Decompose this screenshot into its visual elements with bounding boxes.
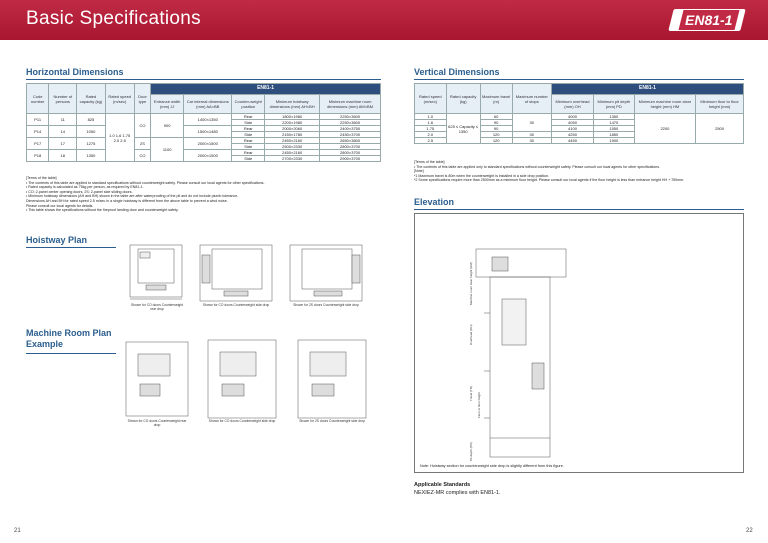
table-row: P11 11 825 1.0 1.6 1.75 2.0 2.5 CO 900 1400×1350 Rear 1800×1980 2250×3600 [27,114,381,120]
vertical-dimensions-table: Rated speed (m/sec) Rated capacity (kg) Maximum travel (m) Maximum number of stops EN81-1 Minimum overhead (mm) OH Minimum pit depth (mm) PD Minimum machine room clear height (mm) HM Minimum floor to floor height (mm) 1.0 625 ≤ Capacity ≤ 1350 60 30 4000 1350 2200 2500 1.6 90 4050 1470 1.75 90 4100 1550 2.0 120 30 4250 1850 2.5 120 30 4450 1900 [414,83,744,144]
horizontal-dimensions-table [26,83,381,162]
hoistway-caption-1: Shown for CO doors Counterweight rear drop [130,303,184,311]
machine-room-caption-3: Shown for 2S doors Counterweight side drop [299,419,365,423]
elevation-note: Note: Hoistway section for counterweight side drop is slightly different from this figure. [420,464,564,468]
col-entrance: Entrance width (mm) JJ [151,94,184,113]
table-row: 1.75 90 4100 1550 [415,126,744,132]
machine-room-caption-1: Shown for CO doors Counterweight rear drop [127,419,187,427]
table-row: P14 14 1050 1500×1480 Rear 2000×2060 2400×3750 [27,126,381,132]
table-row: P17 17 1275 2S 1100 2000×1500 Rear 2450×2160 2650×3800 [27,138,381,144]
col-persons: Number of persons [49,84,77,114]
section-divider [414,209,744,210]
machine-room-drawings [116,330,386,430]
label-floor: Floor to floor height [477,392,481,418]
label-tr: Travel (TR) [469,385,473,401]
col-cw: Counter-weight position [232,94,265,113]
table-row: Side 2150×1780 2450×3700 [27,132,381,138]
elevation-title: Elevation [414,197,455,207]
vertical-notes: [Terms of the table] • The contents of this table are applied only to standard specifications without counterweight safety. Please consult our local agents for other specifications. [Note] *1 Maximum travel is 80m when the counterweight is installed in a side drop position. *2 Some specifications require more than 2500mm as a minimum floor height. Please consult our local agents if the floor height is less than entrance height HH + 750mm. [414,160,685,183]
table-row: 2.5 120 30 4450 1900 [415,138,744,144]
horizontal-dimensions-title: Horizontal Dimensions [26,67,124,77]
page-number-left: 21 [14,528,21,534]
label-oh: Overhead (OH) [469,324,473,345]
vertical-dimensions-title: Vertical Dimensions [414,67,500,77]
label-pd: Pit depth (PD) [469,442,473,461]
col-speed: Rated speed (m/sec) [105,84,134,114]
horizontal-notes: [Terms of the table] • The contents of this table are applied to standard specifications without counterweight safety. Please consult our local agents for other specifications. • Rated capacity is calculated as 75kg per person, as required by EN81-1. • CO: 2-panel center opening doors, 2S: 2-panel side sliding doors. • Minimum hoistway dimensions (AH and BH) shown in the table are after waterproofing of the pit and do not include plumb tolerance. Dimensions AH and BH for rated speed 2.5 m/sec in a single hoistway is different from the above table to prevent a wind noise. Please consult our local agents for details. • This table shows the specifications without the fireproof landing door and counterweight safety. [26,176,265,213]
section-divider [26,247,116,248]
table-band: EN81-1 [551,84,743,95]
col-machine-room: Minimum machine room dimensions (mm) AM×BM [320,94,381,113]
table-band: EN81-1 [151,84,381,95]
applicable-standards-title: Applicable Standards [414,482,471,488]
table-row: 2.0 120 30 4250 1850 [415,132,744,138]
table-row: Side 2500×2330 2800×3700 [27,144,381,150]
machine-room-caption-2: Shown for CO doors Counterweight side drop [208,419,276,423]
table-row: 1.0 625 ≤ Capacity ≤ 1350 60 30 4000 1350 2200 2500 [415,114,744,120]
table-row: 1.6 90 4050 1470 [415,120,744,126]
col-code: Code number [27,84,49,114]
label-hm: Machine room clear height (HM) [469,262,473,305]
page-title: Basic Specifications [26,8,201,29]
section-divider [26,353,116,354]
col-capacity: Rated capacity (kg) [77,84,105,114]
section-divider [26,79,381,80]
standard-badge: EN81-1 [679,10,740,30]
page-number-right: 22 [746,528,753,534]
col-hoistway: Minimum hoistway dimensions (mm) AH×BH [265,94,320,113]
table-row: P18 18 1350 CO 2000×1500 Rear 2450×2160 2800×3700 [27,150,381,156]
applicable-standards-text: NEXIEZ-MR complies with EN81-1. [414,490,501,496]
elevation-drawing [414,213,744,473]
machine-room-title: Machine Room Plan Example [26,328,112,349]
table-row: Side 2700×2330 2900×3700 [27,156,381,162]
hoistway-caption-2: Shown for CO doors Counterweight side drop [202,303,270,307]
table-row: Side 2200×1980 2250×3600 [27,120,381,126]
section-divider [414,79,744,80]
hoistway-plan-title: Hoistway Plan [26,235,88,245]
hoistway-caption-3: Shown for 2S doors Counterweight side drop [293,303,359,307]
col-car: Car internal dimensions (mm) AA×BB [184,94,232,113]
col-door: Door type [134,84,150,114]
